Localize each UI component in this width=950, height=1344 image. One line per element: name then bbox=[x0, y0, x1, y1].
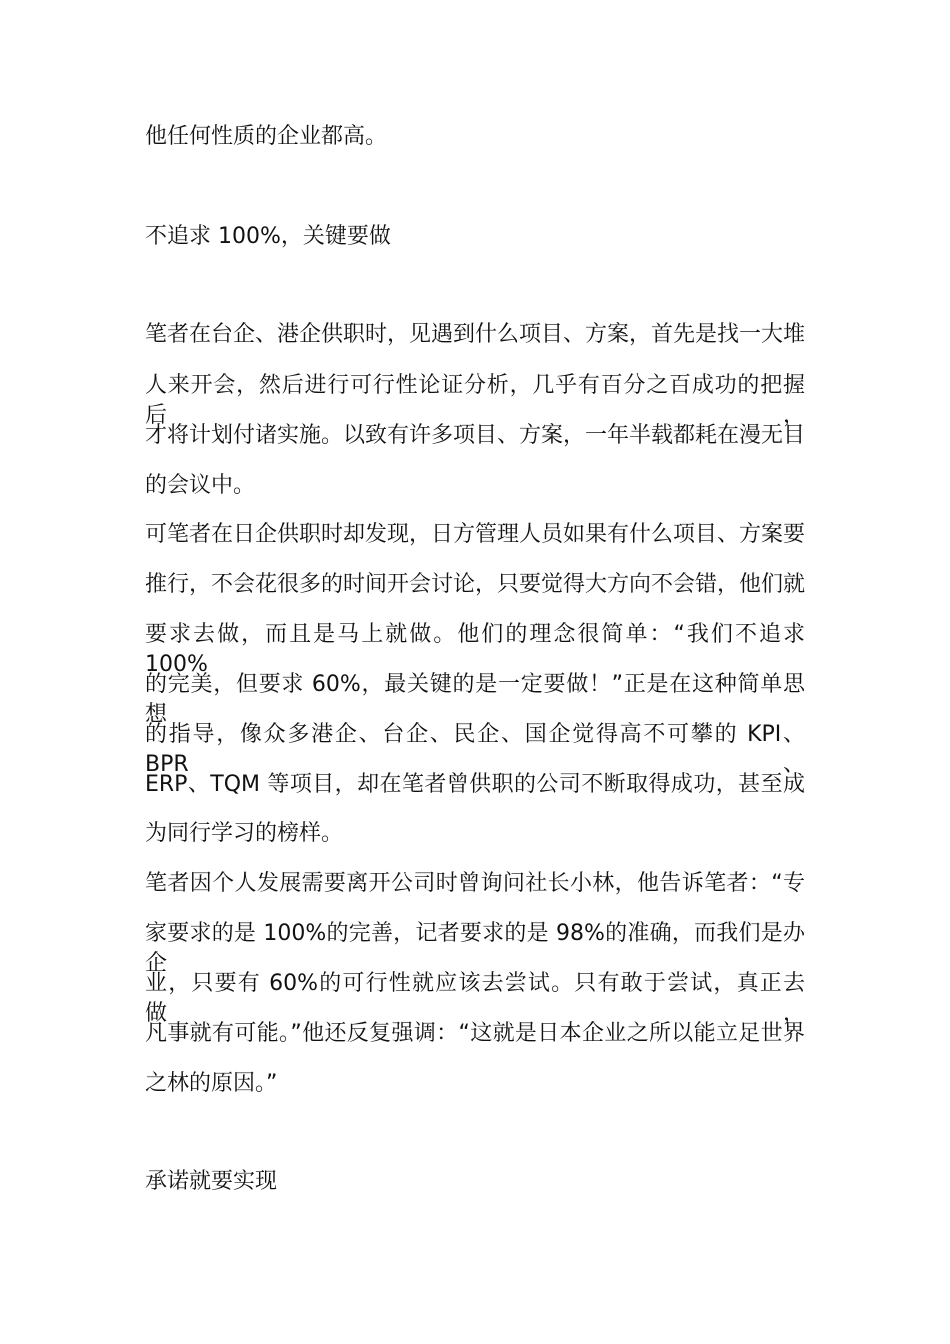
paragraph-line: 业，只要有 60%的可行性就应该去尝试。只有敢于尝试，真正去做， bbox=[145, 971, 805, 1026]
paragraph-line: 的完美，但要求 60%，最关键的是一定要做！”正是在这种简单思想 bbox=[145, 672, 805, 727]
paragraph-line: 家要求的是 100%的完善，记者要求的是 98%的准确，而我们是办企 bbox=[145, 921, 805, 976]
section-heading: 不追求 100%，关键要做 bbox=[145, 224, 391, 249]
paragraph-line: 才将计划付诸实施。以致有许多项目、方案，一年半载都耗在漫无目 bbox=[145, 423, 806, 448]
paragraph-line: 为同行学习的榜样。 bbox=[145, 821, 344, 846]
paragraph-line: 的指导，像众多港企、台企、民企、国企觉得高不可攀的 KPI、BPR、 bbox=[145, 722, 805, 777]
paragraph-line: 可笔者在日企供职时却发现，日方管理人员如果有什么项目、方案要 bbox=[145, 522, 806, 547]
paragraph-line: 凡事就有可能。”他还反复强调：“这就是日本企业之所以能立足世界 bbox=[145, 1021, 805, 1046]
paragraph-line: 推行，不会花很多的时间开会讨论，只要觉得大方向不会错，他们就 bbox=[145, 572, 806, 597]
paragraph-line: 笔者因个人发展需要离开公司时曾询问社长小林，他告诉笔者：“专 bbox=[145, 871, 805, 896]
paragraph-line: 他任何性质的企业都高。 bbox=[145, 124, 388, 149]
paragraph-line: 人来开会，然后进行可行性论证分析，几乎有百分之百成功的把握后， bbox=[145, 373, 805, 428]
paragraph-line: 笔者在台企、港企供职时，见遇到什么项目、方案，首先是找一大堆 bbox=[145, 322, 806, 347]
paragraph-line: 之林的原因。” bbox=[145, 1071, 278, 1096]
paragraph-line: 要求去做，而且是马上就做。他们的理念很简单：“我们不追求 100% bbox=[145, 622, 805, 677]
paragraph-line: ERP、TQM 等项目，却在笔者曾供职的公司不断取得成功，甚至成 bbox=[145, 772, 805, 797]
paragraph-line: 的会议中。 bbox=[145, 473, 256, 498]
section-heading: 承诺就要实现 bbox=[145, 1169, 278, 1194]
